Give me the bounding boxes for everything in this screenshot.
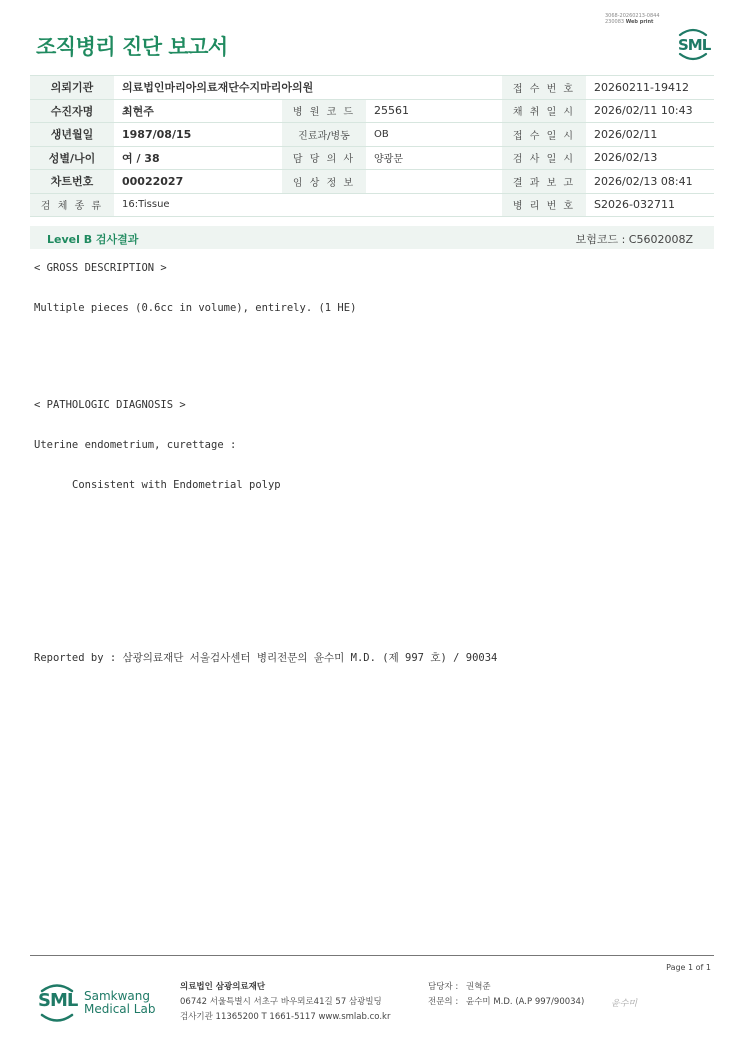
sml-logo-icon	[36, 981, 78, 1025]
footer-staff-block	[428, 980, 584, 1010]
label-birth-date: 생년월일	[30, 123, 114, 147]
label-requesting-org: 의뢰기관	[30, 76, 114, 100]
brand-name	[84, 990, 155, 1016]
value-chart-number: 00022027	[114, 170, 282, 194]
label-department: 진료과/병동	[282, 123, 366, 147]
label-receipt-date: 접 수 일 시	[502, 123, 586, 147]
pathologic-diagnosis-heading: < PATHOLOGIC DIAGNOSIS >	[34, 399, 186, 411]
value-physician: 양광문	[366, 146, 502, 170]
value-collection-datetime: 2026/02/11 10:43	[586, 99, 714, 123]
label-chart-number: 차트번호	[30, 170, 114, 194]
footer-address-block	[180, 980, 390, 1025]
label-test-date: 검 사 일 시	[502, 146, 586, 170]
info-row	[30, 193, 714, 217]
label-receipt-number: 접 수 번 호	[502, 76, 586, 100]
pathologist-signature: 윤수미	[611, 999, 638, 1009]
label-clinical-info: 임 상 정 보	[282, 170, 366, 194]
footer-address: 06742 서울특별시 서초구 바우뫼로41길 57 삼광빌딩	[180, 997, 382, 1007]
value-test-date: 2026/02/13	[586, 146, 714, 170]
brand-line1: Samkwang	[84, 989, 150, 1003]
staff-row	[428, 995, 584, 1010]
diagnosis-site: Uterine endometrium, curettage :	[34, 439, 237, 451]
footer-org: 의료법인 삼광의료재단	[180, 982, 266, 992]
diagnosis-text: Consistent with Endometrial polyp	[72, 479, 281, 491]
info-row	[30, 146, 714, 170]
value-receipt-date: 2026/02/11	[586, 123, 714, 147]
logo-text: SML	[678, 36, 711, 54]
label-patient-name: 수진자명	[30, 99, 114, 123]
page-number: Page 1 of 1	[666, 963, 711, 972]
label-result-report: 결 과 보 고	[502, 170, 586, 194]
value-requesting-org: 의료법인마리아의료재단수지마리아의원	[114, 76, 502, 100]
value-receipt-number: 20260211-19412	[586, 76, 714, 100]
brand-line2: Medical Lab	[84, 1002, 156, 1016]
print-id: 230083	[605, 19, 625, 25]
value-pathology-number: S2026-032711	[586, 193, 714, 217]
page-title: 조직병리 진단 보고서	[36, 35, 228, 59]
result-level-label: Level B 검사결과	[47, 233, 139, 246]
gross-description-text: Multiple pieces (0.6cc in volume), entirely. (1 HE)	[34, 302, 357, 314]
staff1-value: 권혁준	[466, 982, 491, 992]
footer-divider	[30, 955, 714, 956]
reported-by: Reported by : 삼광의료재단 서울검사센터 병리전문의 윤수미 M.D. (제 997 호) / 90034	[34, 652, 498, 664]
value-clinical-info	[366, 170, 502, 194]
footer-contact: 검사기관 11365200 T 1661-5117 www.smlab.co.kr	[180, 1012, 391, 1022]
value-sex-age: 여 / 38	[114, 146, 282, 170]
staff2-value: 윤수미 M.D. (A.P 997/90034)	[466, 997, 585, 1007]
print-meta	[605, 13, 660, 25]
insurance-code: 보험코드 : C5602008Z	[575, 233, 693, 246]
print-label: Web print	[625, 19, 654, 25]
staff2-label: 전문의 :	[428, 997, 459, 1007]
value-patient-name: 최현주	[114, 99, 282, 123]
value-department: OB	[366, 123, 502, 147]
gross-description-heading: < GROSS DESCRIPTION >	[34, 262, 167, 274]
label-hospital-code: 병 원 코 드	[282, 99, 366, 123]
info-row	[30, 76, 714, 100]
label-collection-datetime: 채 취 일 시	[502, 99, 586, 123]
staff-row	[428, 980, 584, 995]
print-meta-line1: 3068-20260213-0844	[605, 13, 660, 19]
patient-info-table	[30, 75, 714, 217]
staff1-label: 담당자 :	[428, 982, 459, 992]
info-row	[30, 99, 714, 123]
sml-logo-icon	[674, 26, 712, 62]
value-birth-date: 1987/08/15	[114, 123, 282, 147]
print-meta-line2	[605, 19, 660, 25]
label-specimen-type: 검 체 종 류	[30, 193, 114, 217]
value-result-report: 2026/02/13 08:41	[586, 170, 714, 194]
info-row	[30, 123, 714, 147]
footer-logo-text: SML	[38, 990, 78, 1011]
value-specimen-type: 16:Tissue	[114, 193, 502, 217]
info-row	[30, 170, 714, 194]
label-physician: 담 당 의 사	[282, 146, 366, 170]
label-sex-age: 성별/나이	[30, 146, 114, 170]
value-hospital-code: 25561	[366, 99, 502, 123]
result-level-bar	[30, 226, 714, 249]
label-pathology-number: 병 리 번 호	[502, 193, 586, 217]
